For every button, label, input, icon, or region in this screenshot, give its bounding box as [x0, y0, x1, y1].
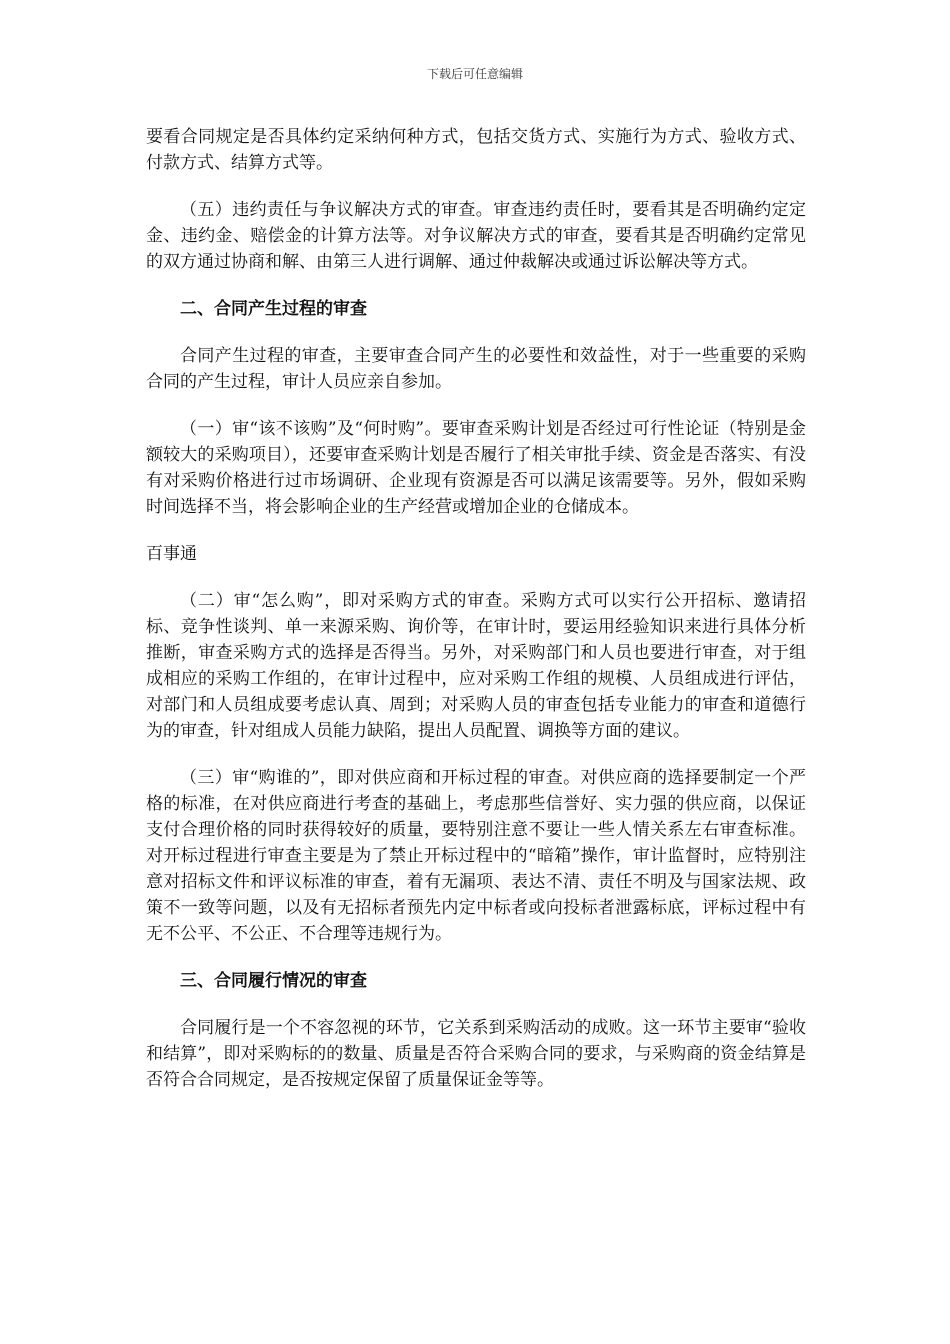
paragraph-who-to-buy-from: （三）审“购谁的”，即对供应商和开标过程的审查。对供应商的选择要制定一个严格的标准，在对供应商进行考查的基础上，考虑那些信誉好、实力强的供应商，以保证支付合理价格的同时获得较好的质量，要特别注意不要让一些人情关系左右审查标准。对开标过程进行审查主要是为了禁止开标过程中的“暗箱”操作，审计监督时，应特别注意对招标文件和评议标准的审查，着有无漏项、表达不清、责任不明及与国家法规、政策不一致等问题，以及有无招标者预先内定中标者或向投标者泄露标底，评标过程中有无不公平、不公正、不合理等违规行为。 [146, 768, 806, 944]
paragraph-contract-performance: 合同履行是一个不容忽视的环节，它关系到采购活动的成败。这一环节主要审“验收和结算”，即对采购标的的数量、质量是否符合采购合同的要求，与采购商的资金结算是否符合合同规定，是否按规定保留了质量保证金等等。 [146, 1018, 806, 1090]
document-body [146, 124, 806, 1114]
section-heading-3: 三、合同履行情况的审查 [180, 971, 367, 991]
paragraph-how-to-buy: （二）审“怎么购”，即对采购方式的审查。采购方式可以实行公开招标、邀请招标、竞争性谈判、单一来源采购、询价等，在审计时，要运用经验知识来进行具体分析推断，审查采购方式的选择是否得当。另外，对采购部门和人员也要进行审查，对于组成相应的采购工作组的，在审计过程中，应对采购工作组的规模、人员组成进行评估，对部门和人员组成要考虑认真、周到；对采购人员的审查包括专业能力的审查和道德行为的审查，针对组成人员能力缺陷，提出人员配置、调换等方面的建议。 [146, 591, 806, 741]
paragraph-contract-origin: 合同产生过程的审查，主要审查合同产生的必要性和效益性，对于一些重要的采购合同的产生过程，审计人员应亲自参加。 [146, 346, 806, 392]
standalone-note: 百事通 [146, 544, 197, 564]
section-heading-2: 二、合同产生过程的审查 [180, 299, 367, 319]
paragraph-liability-dispute: （五）违约责任与争议解决方式的审查。审查违约责任时，要看其是否明确约定定金、违约金、赔偿金的计算方法等。对争议解决方式的审查，要看其是否明确约定常见的双方通过协商和解、由第三人进行调解、通过仲裁解决或通过诉讼解决等方式。 [146, 200, 806, 272]
paragraph-when-to-buy: （一）审“该不该购”及“何时购”。要审查采购计划是否经过可行性论证（特别是金额较大的采购项目），还要审查采购计划是否履行了相关审批手续、资金是否落实、有没有对采购价格进行过市场调研、企业现有资源是否可以满足该需要等。另外，假如采购时间选择不当，将会影响企业的生产经营或增加企业的仓储成本。 [146, 419, 806, 517]
page-header: 下载后可任意编辑 [426, 67, 523, 81]
paragraph-method-review: 要看合同规定是否具体约定采纳何种方式，包括交货方式、实施行为方式、验收方式、付款方式、结算方式等。 [146, 127, 806, 173]
